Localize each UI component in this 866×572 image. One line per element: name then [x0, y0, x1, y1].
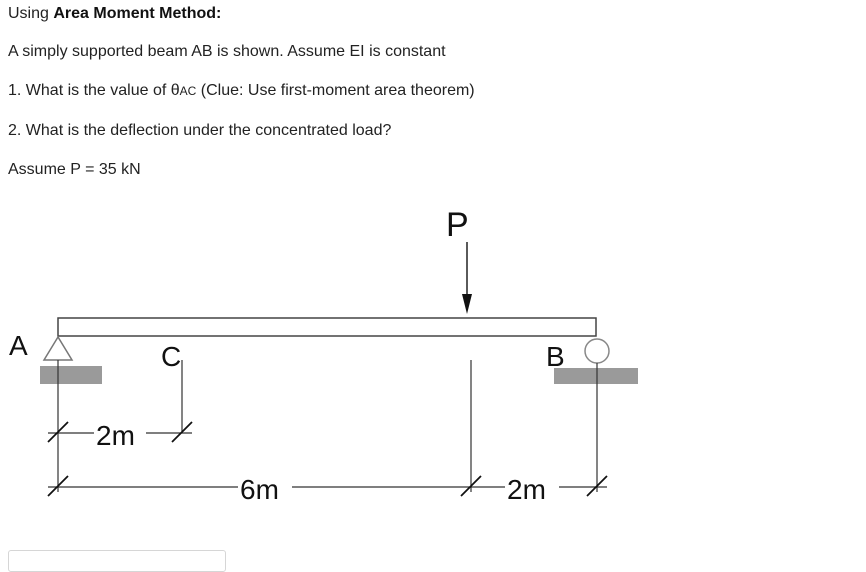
- assumption: Assume P = 35 kN: [8, 161, 141, 178]
- beam: [58, 318, 596, 336]
- load-arrow-head: [462, 294, 472, 314]
- question-1-prefix: 1. What is the value of θ: [8, 82, 180, 99]
- problem-intro: A simply supported beam AB is shown. Assume EI is constant: [8, 43, 446, 60]
- support-a-label: A: [9, 330, 28, 361]
- answer-input[interactable]: [8, 550, 226, 572]
- question-1-suffix: (Clue: Use first-moment area theorem): [196, 82, 475, 99]
- question-1: [8, 81, 475, 101]
- question-2: 2. What is the deflection under the concentrated load?: [8, 122, 392, 139]
- support-b-label: B: [546, 341, 565, 372]
- dimension-load-b-label: 2m: [507, 474, 546, 505]
- load-label: P: [446, 206, 469, 244]
- ground-a: [40, 366, 102, 384]
- heading-method: Area Moment Method:: [53, 5, 222, 22]
- dimension-ac-label: 2m: [96, 420, 135, 451]
- pin-support-a: [44, 337, 72, 360]
- heading-prefix: Using: [8, 5, 54, 22]
- question-1-subscript: AC: [179, 84, 197, 98]
- ground-b: [554, 368, 638, 384]
- beam-diagram: [0, 200, 866, 540]
- heading: [8, 4, 221, 24]
- dimension-6m-label: 6m: [240, 474, 279, 505]
- roller-support-b: [585, 339, 609, 363]
- point-c-label: C: [161, 341, 182, 372]
